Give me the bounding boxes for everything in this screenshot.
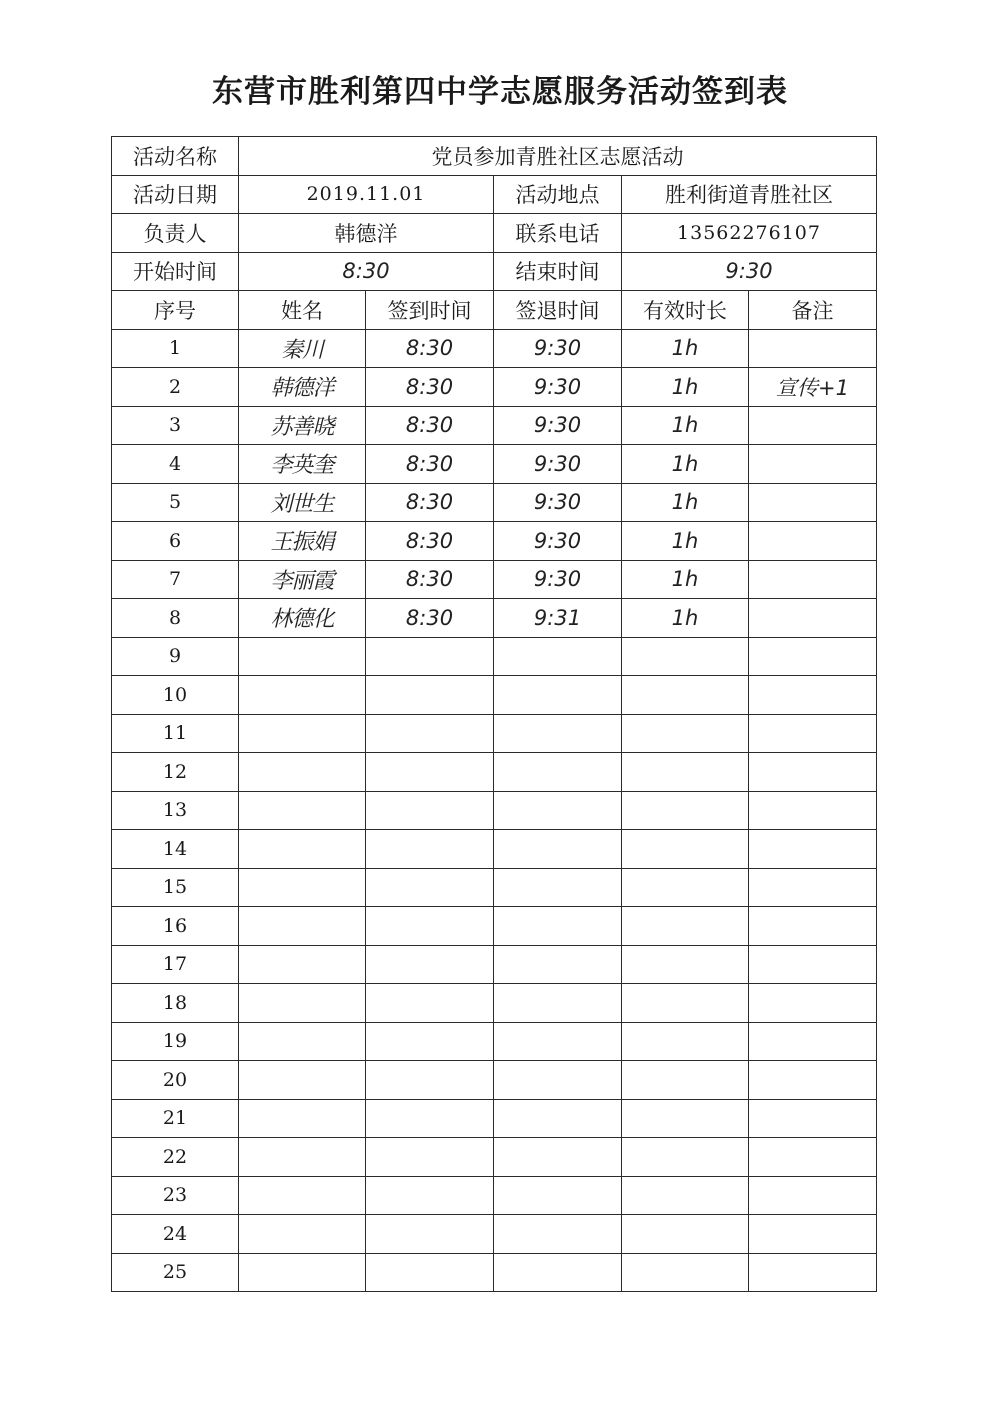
table-row: [112, 599, 877, 638]
table-row: [112, 406, 877, 445]
cell-name: [239, 676, 366, 715]
cell-duration: 1h: [622, 560, 749, 599]
cell-no: 22: [112, 1138, 239, 1177]
cell-name: [239, 1215, 366, 1254]
table-row: [112, 329, 877, 368]
cell-duration: [622, 945, 749, 984]
table-row: [112, 483, 877, 522]
cell-note: [749, 791, 877, 830]
cell-name: [239, 637, 366, 676]
cell-no: 7: [112, 560, 239, 599]
column-header-name: 姓名: [239, 291, 366, 330]
cell-sign-in: [366, 637, 494, 676]
cell-duration: 1h: [622, 445, 749, 484]
cell-sign-in: [366, 714, 494, 753]
cell-sign-in: [366, 1061, 494, 1100]
cell-no: 15: [112, 868, 239, 907]
cell-note: [749, 1215, 877, 1254]
cell-no: 9: [112, 637, 239, 676]
table-row: [112, 522, 877, 561]
cell-name: [239, 830, 366, 869]
table-row: [112, 1061, 877, 1100]
cell-sign-in: [366, 1022, 494, 1061]
cell-sign-in: [366, 1138, 494, 1177]
cell-no: 13: [112, 791, 239, 830]
cell-no: 3: [112, 406, 239, 445]
cell-no: 6: [112, 522, 239, 561]
cell-no: 25: [112, 1253, 239, 1292]
cell-sign-in: [366, 1176, 494, 1215]
cell-sign-out: [494, 1061, 622, 1100]
column-header-note: 备注: [749, 291, 877, 330]
cell-duration: 1h: [622, 522, 749, 561]
cell-duration: 1h: [622, 368, 749, 407]
cell-sign-in: 8:30: [366, 560, 494, 599]
cell-duration: [622, 1176, 749, 1215]
cell-note: [749, 1061, 877, 1100]
cell-sign-in: [366, 676, 494, 715]
cell-note: [749, 445, 877, 484]
table-row: [112, 984, 877, 1023]
cell-name: [239, 1061, 366, 1100]
cell-sign-out: [494, 1253, 622, 1292]
cell-no: 17: [112, 945, 239, 984]
cell-duration: [622, 1099, 749, 1138]
cell-sign-in: [366, 1253, 494, 1292]
cell-duration: [622, 984, 749, 1023]
table-row: [112, 445, 877, 484]
cell-name: [239, 1176, 366, 1215]
cell-name: [239, 1253, 366, 1292]
cell-sign-in: [366, 1215, 494, 1254]
cell-note: [749, 984, 877, 1023]
cell-no: 24: [112, 1215, 239, 1254]
cell-sign-out: [494, 637, 622, 676]
cell-note: [749, 1138, 877, 1177]
cell-sign-out: [494, 676, 622, 715]
cell-note: [749, 329, 877, 368]
column-header-no: 序号: [112, 291, 239, 330]
cell-note: [749, 907, 877, 946]
cell-duration: 1h: [622, 483, 749, 522]
cell-no: 20: [112, 1061, 239, 1100]
column-header-duration: 有效时长: [622, 291, 749, 330]
info-row-date-location: [112, 175, 877, 214]
cell-name: [239, 1099, 366, 1138]
cell-sign-out: [494, 791, 622, 830]
cell-name: 林德化: [239, 599, 366, 638]
table-row: [112, 1215, 877, 1254]
cell-sign-in: 8:30: [366, 368, 494, 407]
activity-date-label: 活动日期: [112, 175, 239, 214]
cell-sign-out: [494, 753, 622, 792]
cell-sign-out: [494, 1099, 622, 1138]
cell-note: [749, 1022, 877, 1061]
cell-name: [239, 791, 366, 830]
cell-no: 8: [112, 599, 239, 638]
cell-sign-out: 9:30: [494, 445, 622, 484]
cell-note: [749, 1099, 877, 1138]
cell-sign-in: [366, 868, 494, 907]
cell-no: 10: [112, 676, 239, 715]
cell-note: [749, 406, 877, 445]
activity-date-value: 2019.11.01: [239, 175, 494, 214]
cell-name: [239, 1138, 366, 1177]
cell-sign-in: 8:30: [366, 522, 494, 561]
cell-note: [749, 637, 877, 676]
sign-in-table: [111, 136, 877, 1292]
phone-label: 联系电话: [494, 214, 622, 253]
column-header-sign-out: 签退时间: [494, 291, 622, 330]
table-row: [112, 945, 877, 984]
cell-sign-in: 8:30: [366, 406, 494, 445]
cell-name: 秦川: [239, 329, 366, 368]
cell-note: [749, 560, 877, 599]
cell-sign-out: [494, 945, 622, 984]
cell-sign-in: 8:30: [366, 483, 494, 522]
cell-no: 14: [112, 830, 239, 869]
table-row: [112, 560, 877, 599]
cell-note: [749, 1253, 877, 1292]
cell-duration: [622, 753, 749, 792]
cell-note: [749, 714, 877, 753]
cell-sign-in: [366, 753, 494, 792]
table-row: [112, 676, 877, 715]
table-row: [112, 368, 877, 407]
cell-name: 韩德洋: [239, 368, 366, 407]
cell-duration: 1h: [622, 406, 749, 445]
cell-no: 19: [112, 1022, 239, 1061]
cell-note: [749, 483, 877, 522]
table-row: [112, 753, 877, 792]
info-row-activity-name: [112, 137, 877, 176]
cell-duration: [622, 907, 749, 946]
cell-sign-in: 8:30: [366, 329, 494, 368]
cell-no: 23: [112, 1176, 239, 1215]
cell-name: 王振娟: [239, 522, 366, 561]
cell-duration: [622, 1253, 749, 1292]
cell-duration: [622, 714, 749, 753]
cell-sign-out: [494, 868, 622, 907]
cell-note: [749, 945, 877, 984]
cell-name: 李英奎: [239, 445, 366, 484]
cell-sign-out: 9:30: [494, 406, 622, 445]
table-row: [112, 791, 877, 830]
table-row: [112, 830, 877, 869]
cell-no: 4: [112, 445, 239, 484]
table-row: [112, 868, 877, 907]
cell-no: 2: [112, 368, 239, 407]
cell-name: [239, 753, 366, 792]
column-header-row: [112, 291, 877, 330]
cell-sign-out: [494, 714, 622, 753]
cell-no: 1: [112, 329, 239, 368]
cell-name: [239, 714, 366, 753]
cell-name: [239, 984, 366, 1023]
table-row: [112, 714, 877, 753]
cell-sign-out: [494, 1176, 622, 1215]
cell-sign-out: [494, 1022, 622, 1061]
cell-name: [239, 1022, 366, 1061]
table-row: [112, 907, 877, 946]
cell-name: 李丽霞: [239, 560, 366, 599]
cell-sign-out: [494, 1215, 622, 1254]
cell-duration: [622, 868, 749, 907]
cell-note: [749, 522, 877, 561]
cell-duration: 1h: [622, 599, 749, 638]
cell-note: [749, 676, 877, 715]
cell-sign-in: [366, 945, 494, 984]
cell-sign-out: 9:30: [494, 329, 622, 368]
activity-location-value: 胜利街道青胜社区: [622, 175, 877, 214]
cell-sign-out: 9:30: [494, 522, 622, 561]
cell-duration: [622, 830, 749, 869]
cell-name: 刘世生: [239, 483, 366, 522]
cell-no: 11: [112, 714, 239, 753]
cell-sign-in: [366, 907, 494, 946]
cell-note: [749, 1176, 877, 1215]
cell-sign-out: 9:30: [494, 368, 622, 407]
cell-sign-in: [366, 984, 494, 1023]
cell-name: [239, 868, 366, 907]
cell-duration: [622, 1138, 749, 1177]
cell-duration: [622, 1215, 749, 1254]
leader-value: 韩德洋: [239, 214, 494, 253]
cell-no: 12: [112, 753, 239, 792]
cell-sign-in: [366, 1099, 494, 1138]
cell-sign-out: 9:31: [494, 599, 622, 638]
table-row: [112, 1138, 877, 1177]
cell-note: [749, 868, 877, 907]
cell-note: [749, 830, 877, 869]
start-time-label: 开始时间: [112, 252, 239, 291]
cell-sign-in: 8:30: [366, 445, 494, 484]
cell-duration: [622, 676, 749, 715]
cell-sign-in: [366, 791, 494, 830]
cell-no: 18: [112, 984, 239, 1023]
info-row-start-end: [112, 252, 877, 291]
cell-name: 苏善晓: [239, 406, 366, 445]
end-time-label: 结束时间: [494, 252, 622, 291]
cell-no: 16: [112, 907, 239, 946]
cell-sign-out: [494, 830, 622, 869]
table-row: [112, 1176, 877, 1215]
cell-name: [239, 907, 366, 946]
cell-name: [239, 945, 366, 984]
phone-value: 13562276107: [622, 214, 877, 253]
info-row-leader-phone: [112, 214, 877, 253]
cell-no: 5: [112, 483, 239, 522]
table-row: [112, 1099, 877, 1138]
cell-duration: [622, 637, 749, 676]
cell-sign-out: [494, 907, 622, 946]
leader-label: 负责人: [112, 214, 239, 253]
end-time-value: 9:30: [622, 252, 877, 291]
cell-sign-in: 8:30: [366, 599, 494, 638]
cell-note: 宣传+1: [749, 368, 877, 407]
cell-duration: [622, 1022, 749, 1061]
cell-duration: [622, 1061, 749, 1100]
start-time-value: 8:30: [239, 252, 494, 291]
activity-name-label: 活动名称: [112, 137, 239, 176]
cell-sign-out: [494, 984, 622, 1023]
cell-duration: [622, 791, 749, 830]
activity-name-value: 党员参加青胜社区志愿活动: [239, 137, 877, 176]
cell-sign-out: 9:30: [494, 560, 622, 599]
cell-sign-in: [366, 830, 494, 869]
cell-note: [749, 753, 877, 792]
cell-note: [749, 599, 877, 638]
cell-no: 21: [112, 1099, 239, 1138]
table-row: [112, 1022, 877, 1061]
cell-sign-out: [494, 1138, 622, 1177]
activity-location-label: 活动地点: [494, 175, 622, 214]
page-title: 东营市胜利第四中学志愿服务活动签到表: [212, 74, 788, 110]
table-row: [112, 637, 877, 676]
table-row: [112, 1253, 877, 1292]
cell-sign-out: 9:30: [494, 483, 622, 522]
cell-duration: 1h: [622, 329, 749, 368]
column-header-sign-in: 签到时间: [366, 291, 494, 330]
